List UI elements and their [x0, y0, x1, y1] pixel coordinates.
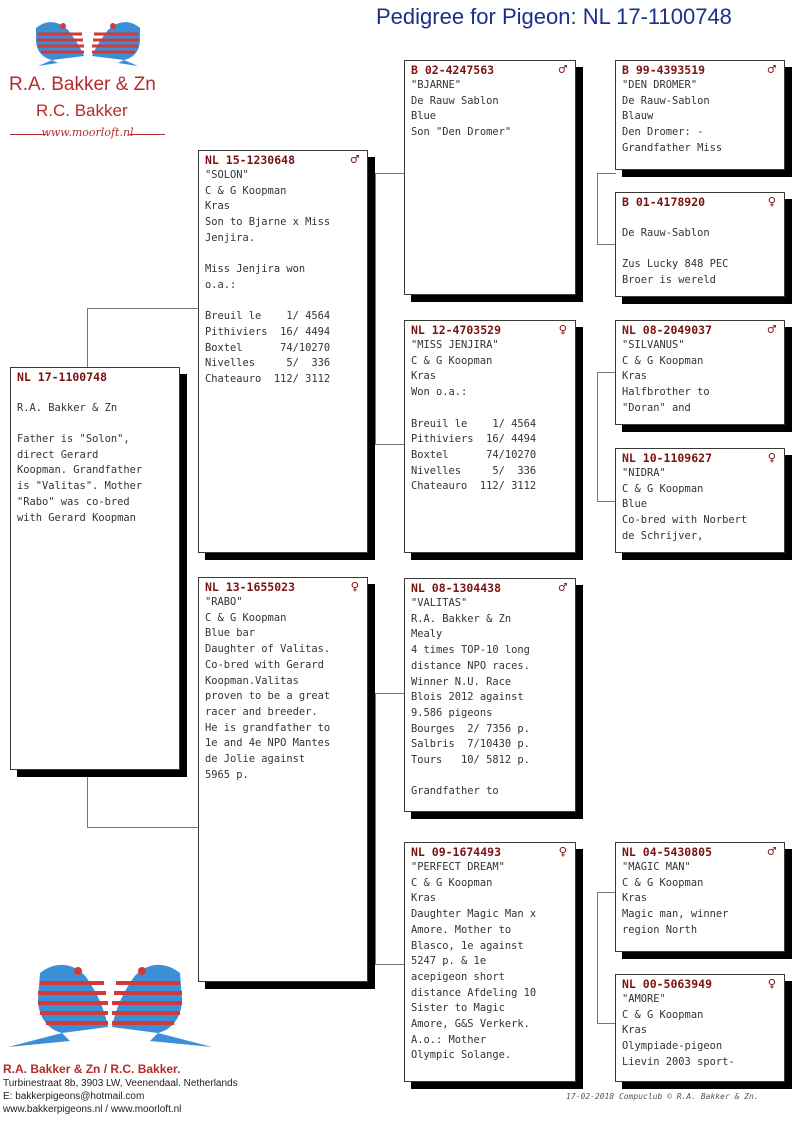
card-line: C & G Koopman: [622, 354, 704, 367]
ring-number: NL 08-2049037: [622, 323, 713, 337]
card-line: He is grandfather to: [205, 721, 331, 734]
card-line: Kras: [622, 370, 648, 383]
card-line: [411, 769, 575, 785]
card-line: Olympiade-pigeon: [622, 1040, 723, 1053]
card-line: de Jolie against: [205, 753, 306, 766]
connector: [375, 173, 406, 445]
card-line: Koopman.Valitas: [205, 674, 299, 687]
card-line: Boxtel 74/10270: [205, 341, 331, 354]
ring-number: NL 00-5063949: [622, 977, 713, 991]
card-line: "MAGIC MAN": [622, 861, 691, 873]
ring-number: NL 15-1230648: [205, 153, 296, 167]
pedigree-card: [615, 842, 785, 952]
card-line: o.a.:: [205, 278, 237, 291]
pedigree-card: [198, 577, 368, 982]
printed-by: 17-02-2018 Compuclub © R.A. Bakker & Zn.: [566, 1092, 759, 1101]
pedigree-card: [615, 60, 785, 170]
card-line: Blauw: [622, 110, 654, 123]
card-line: "AMORE": [622, 993, 666, 1005]
pedigree-card: [615, 974, 785, 1082]
card-line: Winner N.U. Race: [411, 675, 512, 688]
card-line: 5965 p.: [205, 768, 249, 781]
card-line: Chateauro 112/ 3112: [411, 480, 537, 493]
card-line: Boxtel 74/10270: [411, 448, 537, 461]
card-line: Daughter Magic Man x: [411, 908, 537, 921]
card-line: [411, 401, 575, 417]
card-line: De Rauw Sablon: [411, 94, 499, 107]
card-line: distance NPO races.: [411, 659, 530, 672]
pedigree-card: [198, 150, 368, 553]
card-line: 1e and 4e NPO Mantes: [205, 737, 331, 750]
card-line: "RABO": [205, 596, 243, 608]
female-icon: ♀: [767, 450, 776, 466]
card-line: Blois 2012 against: [411, 691, 524, 704]
pedigree-card: [10, 367, 180, 770]
card-line: A.o.: Mother: [411, 1033, 487, 1046]
card-line: Kras: [622, 1024, 648, 1037]
female-icon: ♀: [767, 194, 776, 210]
card-line: Miss Jenjira won: [205, 263, 306, 276]
ring-number: NL 12-4703529: [411, 323, 502, 337]
card-line: "SILVANUS": [622, 339, 685, 351]
card-line: de Schrijver,: [622, 529, 704, 542]
card-line: C & G Koopman: [205, 611, 287, 624]
card-line: "Rabo" was co-bred: [17, 495, 130, 508]
card-line: "Doran" and: [622, 401, 691, 414]
card-line: "PERFECT DREAM": [411, 861, 505, 873]
connector: [367, 308, 375, 309]
footer-web: www.bakkerpigeons.nl / www.moorloft.nl: [3, 1104, 182, 1115]
male-icon: ♂: [767, 322, 776, 338]
connector: [375, 693, 406, 965]
card-line: "SOLON": [205, 169, 249, 181]
card-line: "MISS JENJIRA": [411, 339, 499, 351]
card-line: Kras: [205, 200, 231, 213]
ring-number: B 01-4178920: [622, 195, 706, 209]
card-line: Pithiviers 16/ 4494: [205, 326, 331, 338]
female-icon: ♀: [558, 844, 567, 860]
card-line: Kras: [411, 370, 437, 383]
card-line: 5247 p. & 1e: [411, 955, 487, 968]
connector: [597, 892, 616, 1024]
male-icon: ♂: [558, 580, 567, 596]
card-line: Zus Lucky 848 PEC: [622, 258, 729, 271]
ring-number: NL 10-1109627: [622, 451, 713, 465]
card-line: "NIDRA": [622, 467, 666, 479]
card-line: is "Valitas". Mother: [17, 480, 143, 493]
card-line: Broer is wereld: [622, 273, 716, 286]
pigeon-logo: [8, 16, 168, 76]
pedigree-card: [615, 320, 785, 425]
card-line: Blue: [622, 498, 648, 511]
male-icon: ♂: [767, 844, 776, 860]
card-line: Grandfather Miss: [622, 141, 723, 154]
card-line: C & G Koopman: [411, 354, 493, 367]
ring-number: NL 17-1100748: [17, 370, 108, 384]
card-line: 4 times TOP-10 long: [411, 644, 530, 657]
card-line: acepigeon short: [411, 970, 505, 983]
card-line: C & G Koopman: [622, 1008, 704, 1021]
card-line: Breuil le 1/ 4564: [205, 310, 331, 323]
male-icon: ♂: [558, 62, 567, 78]
footer-name: R.A. Bakker & Zn / R.C. Bakker.: [3, 1062, 181, 1076]
card-line: Halfbrother to: [622, 386, 710, 399]
card-line: Grandfather to: [411, 785, 499, 798]
card-line: Son "Den Dromer": [411, 126, 512, 139]
brand-name-2: R.C. Bakker: [36, 101, 128, 120]
card-line: C & G Koopman: [411, 876, 493, 889]
card-line: Blasco, 1e against: [411, 939, 524, 952]
card-line: Son to Bjarne x Miss: [205, 216, 331, 229]
female-icon: ♀: [350, 579, 359, 595]
connector: [87, 308, 200, 369]
card-line: Mealy: [411, 628, 443, 641]
card-line: "DEN DROMER": [622, 79, 698, 91]
card-line: Kras: [411, 892, 437, 905]
connector: [597, 372, 616, 502]
card-line: C & G Koopman: [622, 876, 704, 889]
card-line: C & G Koopman: [622, 482, 704, 495]
male-icon: ♂: [767, 62, 776, 78]
ring-number: NL 04-5430805: [622, 845, 713, 859]
card-line: Koopman. Grandfather: [17, 464, 143, 477]
card-line: R.A. Bakker & Zn: [17, 401, 118, 414]
card-line: Won o.a.:: [411, 386, 468, 399]
card-line: Sister to Magic: [411, 1002, 505, 1015]
card-line: Lievin 2003 sport-: [622, 1055, 735, 1068]
brand-website: www.moorloft.nl: [10, 126, 165, 139]
card-line: region North: [622, 923, 698, 936]
card-line: proven to be a great: [205, 690, 331, 703]
card-line: Co-bred with Gerard: [205, 658, 324, 671]
card-line: C & G Koopman: [205, 184, 287, 197]
card-line: [205, 247, 367, 263]
card-line: Olympic Solange.: [411, 1049, 512, 1062]
card-line: [205, 294, 367, 310]
card-line: Magic man, winner: [622, 908, 729, 921]
card-line: Nivelles 5/ 336: [411, 464, 537, 477]
card-line: distance Afdeling 10: [411, 986, 537, 999]
pedigree-card: [404, 578, 576, 812]
ring-number: B 02-4247563: [411, 63, 495, 77]
pedigree-card: [404, 320, 576, 553]
card-line: [622, 241, 784, 257]
card-line: Father is "Solon",: [17, 433, 130, 446]
card-line: Blue: [411, 110, 437, 123]
card-line: [17, 416, 179, 432]
card-line: De Rauw-Sablon: [622, 226, 710, 239]
ring-number: NL 13-1655023: [205, 580, 296, 594]
pedigree-card: [615, 192, 785, 297]
card-line: De Rauw-Sablon: [622, 94, 710, 107]
pedigree-card: [404, 842, 576, 1082]
connector: [597, 173, 616, 245]
card-line: R.A. Bakker & Zn: [411, 612, 512, 625]
card-line: "VALITAS": [411, 597, 468, 609]
brand-name: R.A. Bakker & Zn: [9, 74, 156, 95]
card-line: Salbris 7/10430 p.: [411, 738, 530, 751]
card-line: Den Dromer: -: [622, 126, 704, 139]
card-line: Blue bar: [205, 627, 256, 640]
footer-address: Turbinestraat 8b, 3903 LW, Veenendaal. Netherlands: [3, 1078, 238, 1089]
card-line: Jenjira.: [205, 231, 256, 244]
card-line: Kras: [622, 892, 648, 905]
ring-number: NL 09-1674493: [411, 845, 502, 859]
pigeon-logo-large: [0, 955, 220, 1055]
page-title: Pedigree for Pigeon: NL 17-1100748: [376, 4, 732, 29]
connector: [367, 827, 375, 828]
card-line: Chateauro 112/ 3112: [205, 373, 331, 386]
connector: [87, 770, 200, 828]
ring-number: B 99-4393519: [622, 63, 706, 77]
card-line: Pithiviers 16/ 4494: [411, 433, 537, 446]
card-line: [622, 210, 784, 226]
card-line: Bourges 2/ 7356 p.: [411, 722, 530, 735]
card-line: Tours 10/ 5812 p.: [411, 754, 530, 767]
card-line: 9.586 pigeons: [411, 706, 493, 719]
card-line: Amore. Mother to: [411, 923, 512, 936]
card-line: Co-bred with Norbert: [622, 514, 748, 527]
card-line: Amore, G&S Verkerk.: [411, 1018, 530, 1031]
card-line: Nivelles 5/ 336: [205, 357, 331, 370]
card-line: with Gerard Koopman: [17, 511, 136, 524]
female-icon: ♀: [767, 976, 776, 992]
card-line: racer and breeder.: [205, 705, 318, 718]
card-line: [17, 385, 179, 401]
pedigree-card: [615, 448, 785, 553]
male-icon: ♂: [350, 152, 359, 168]
card-line: "BJARNE": [411, 79, 462, 91]
card-line: Daughter of Valitas.: [205, 643, 331, 656]
pedigree-card: [404, 60, 576, 295]
footer-email: E: bakkerpigeons@hotmail.com: [3, 1091, 145, 1102]
female-icon: ♀: [558, 322, 567, 338]
card-line: direct Gerard: [17, 448, 99, 461]
ring-number: NL 08-1304438: [411, 581, 502, 595]
card-line: Breuil le 1/ 4564: [411, 417, 537, 430]
